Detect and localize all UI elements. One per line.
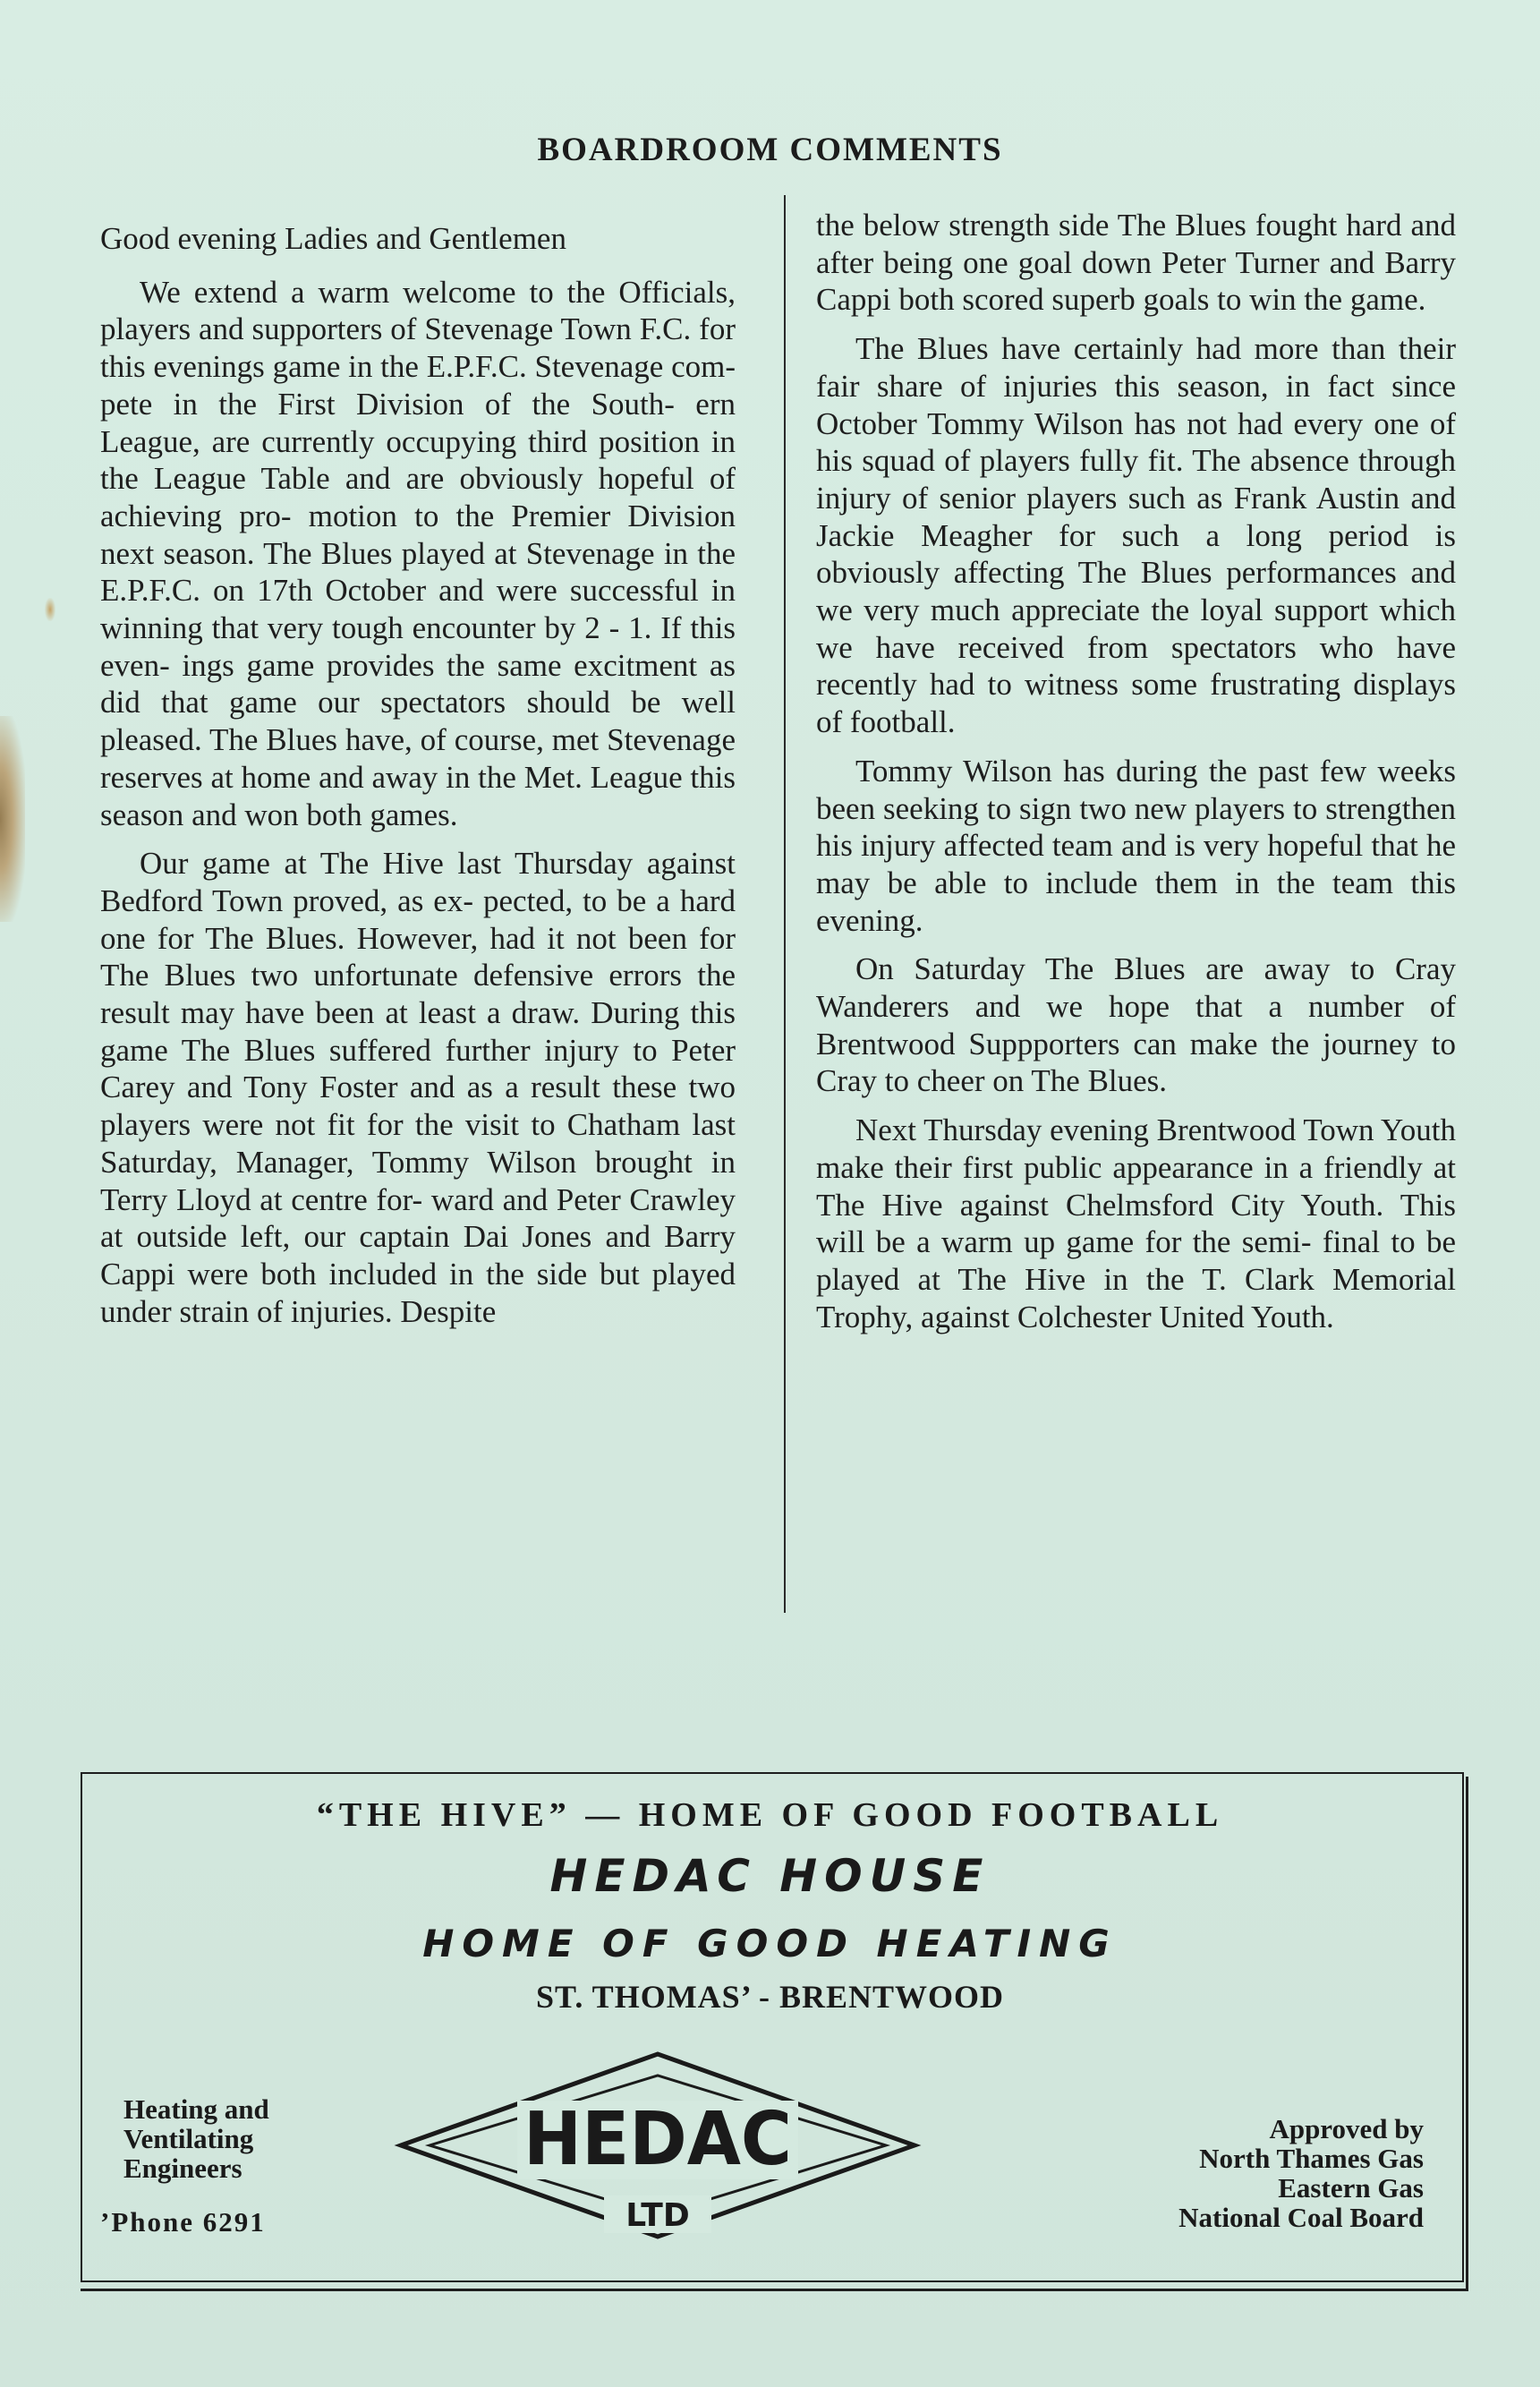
advert-approval-line: National Coal Board [1178, 2202, 1424, 2233]
advert-services-line: Engineers [123, 2153, 242, 2184]
advert-location: ST. THOMAS’ - BRENTWOOD [535, 1979, 1005, 2015]
paragraph-injuries [816, 330, 1456, 741]
text-line: will be a warm up game for the semi- [816, 1224, 1312, 1260]
text-line: Foster and as a result these two players [100, 1070, 736, 1143]
text-line: third position in the League Table and [100, 423, 736, 497]
advert-services-line: Ventilating [123, 2123, 254, 2154]
left-column [100, 220, 736, 1342]
text-line: few weeks been seeking to sign two new [816, 753, 1456, 826]
text-line: The Blues performances and we very [816, 555, 1456, 628]
text-line: tough encounter by 2 - 1. If this even- [100, 610, 736, 683]
text-line: Officials, players and supporters of [100, 274, 736, 347]
text-line: pected, to be a hard one for The Blues. [100, 882, 736, 956]
page-stain [0, 716, 25, 922]
text-line: result may have been at least a draw. [100, 995, 581, 1031]
paragraph-new-players [816, 753, 1456, 940]
text-line: are obviously hopeful of achieving pro- [100, 461, 736, 533]
text-line: much appreciate the loyal support [930, 592, 1368, 628]
greeting: Good evening Ladies and Gentlemen [100, 221, 566, 256]
advert-tagline: HOME OF GOOD HEATING [422, 1922, 1118, 1965]
text-line: in the E.P.F.C. on 17th October and [100, 535, 736, 609]
text-line: than their fair share of injuries this [816, 331, 1456, 404]
text-line: two unfortunate defensive errors the [251, 958, 736, 993]
logo-name: HEDAC [523, 2097, 792, 2182]
text-line: During this game The Blues suffered [100, 995, 736, 1068]
text-line: Wilson has not had every one of his [816, 405, 1457, 479]
column-divider [784, 195, 786, 1613]
text-line: further injury to Peter Carey and Tony [100, 1032, 736, 1105]
text-line: We extend a warm welcome to the [140, 274, 606, 310]
text-line: frustrating displays of football. [816, 667, 1456, 740]
advert-services [123, 2094, 269, 2183]
page-stain-small [45, 598, 55, 621]
text-line: our captain Dai Jones and Barry Cappi [100, 1219, 736, 1292]
text-line: final to be played at The Hive in the [816, 1224, 1456, 1297]
text-line: played under strain of injuries. Despite [100, 1256, 736, 1329]
advert-phone: ’Phone 6291 [100, 2206, 266, 2238]
text-line: be able to include them in the team this [887, 865, 1457, 900]
text-line: season, in fact since October Tommy [816, 368, 1456, 441]
text-line: Cray Wanderers and we hope that a [816, 951, 1456, 1025]
text-line: Tommy Wilson has during the past [855, 753, 1309, 789]
text-line: players to strengthen his injury affected [816, 790, 1457, 864]
text-line: squad of players fully fit. The absence [862, 443, 1349, 479]
text-line: pete in the First Division of the South- [100, 386, 675, 422]
page-heading: BOARDROOM COMMENTS [537, 132, 1003, 168]
text-line: and won both games. [191, 797, 458, 832]
logo-sub: LTD [625, 2197, 690, 2234]
right-column [816, 207, 1456, 1347]
text-line: ward and Peter Crawley at outside left, [100, 1181, 736, 1255]
advert-approval-line: Eastern Gas [1278, 2172, 1424, 2204]
paragraph-welcome [100, 274, 736, 834]
text-line: Peter Turner and Barry Cappi both [816, 244, 1457, 318]
text-line: On Saturday The Blues are away to [855, 951, 1375, 987]
text-line: Town Youth make their first public [816, 1113, 1456, 1185]
text-line: T. Clark Memorial Trophy, against [816, 1261, 1456, 1334]
text-line: game in the E.P.F.C. Stevenage com- [272, 349, 736, 385]
text-line: team and is very hopeful that he may [816, 828, 1456, 900]
text-line: Next Thursday evening Brentwood [855, 1113, 1297, 1148]
text-line: However, had it not been for The Blues [100, 920, 736, 993]
advert-approvals [1178, 2114, 1424, 2232]
text-line: The Blues. [1031, 1063, 1168, 1099]
text-line: and away in the Met. League this season [100, 759, 736, 832]
text-line: Stevenage Town F.C. for this evenings [100, 311, 736, 385]
text-line: ern League, are currently occupying [100, 386, 736, 459]
paragraph-continued [816, 207, 1456, 319]
paragraph-youth-team [816, 1112, 1456, 1335]
text-line: number of Brentwood Suppporters can [816, 989, 1457, 1061]
text-line: be well pleased. The Blues have, of [100, 685, 736, 758]
text-line: hard and after being one goal down [816, 208, 1456, 280]
text-line: ings game provides the same excitment [182, 647, 698, 683]
advert-approval-line: Approved by [1269, 2113, 1424, 2144]
text-line: against Chelmsford City Youth. This [959, 1187, 1457, 1223]
text-line: were both included in the side but [187, 1256, 640, 1292]
text-line: scored superb goals to win the game. [962, 282, 1426, 318]
advert-company: HEDAC HOUSE [549, 1850, 991, 1902]
text-line: motion to the Premier Division next [100, 498, 736, 571]
text-line: such a long period is obviously affecting [816, 517, 1456, 591]
text-line: Frank Austin and Jackie Meagher for [816, 480, 1456, 553]
paragraph-bedford-game [100, 845, 736, 1330]
text-line: were successful in winning that very [100, 573, 736, 646]
text-line: who have recently had to witness some [816, 629, 1456, 703]
text-line: against Bedford Town proved, as ex- [100, 846, 736, 918]
text-line: Our game at The Hive last Thursday [140, 846, 634, 882]
text-line: which we have received from spectators [816, 592, 1456, 665]
text-line: through injury of senior players such as [816, 443, 1456, 516]
advert-services-line: Heating and [123, 2093, 269, 2125]
text-line: course, met Stevenage reserves at home [100, 722, 736, 795]
text-line: brought in Terry Lloyd at centre for- [100, 1144, 736, 1217]
text-line: make the journey to Cray to cheer on [816, 1026, 1456, 1099]
text-line: Colchester United Youth. [1017, 1299, 1334, 1334]
text-line: The Blues have certainly had more [855, 331, 1319, 367]
text-line: evening. [816, 902, 923, 938]
text-line: last Saturday, Manager, Tommy Wilson [100, 1107, 736, 1180]
advert-shadow-bottom [81, 2289, 1468, 2291]
text-line: appearance in a friendly at The Hive [816, 1149, 1457, 1223]
paragraph-cray-wanderers [816, 951, 1456, 1100]
text-line: the below strength side The Blues fought [816, 208, 1338, 243]
text-line: were not fit for the visit to Chatham [202, 1107, 681, 1143]
text-line: season. The Blues played at Stevenage [163, 535, 655, 571]
advert-slogan: “THE HIVE” — HOME OF GOOD FOOTBALL [316, 1796, 1224, 1834]
advert-approval-line: North Thames Gas [1199, 2143, 1424, 2174]
hedac-logo [394, 2045, 922, 2246]
text-line: as did that game our spectators should [100, 647, 736, 720]
